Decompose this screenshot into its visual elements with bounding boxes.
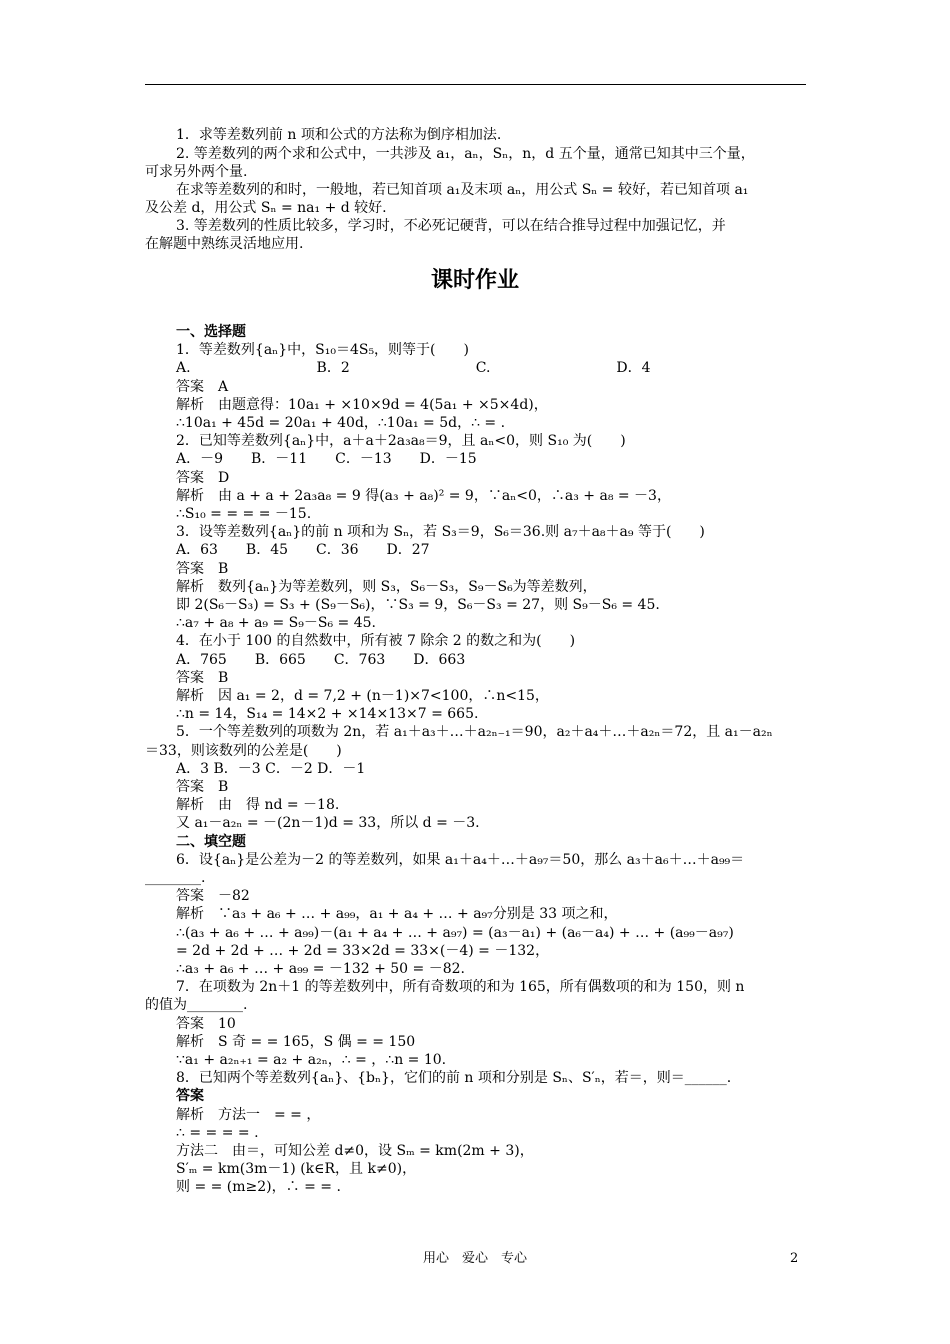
exercise-line: 答案 B bbox=[176, 670, 229, 686]
exercise-line: ∴a₇ + a₈ + a₉ = S₉－S₆ = 45. bbox=[176, 615, 376, 631]
exercise-line: 解析 数列{aₙ}为等差数列，则 S₃，S₆－S₃，S₉－S₆为等差数列， bbox=[176, 579, 597, 595]
exercise-line: 则 = = (m≥2)，∴ = = . bbox=[176, 1179, 341, 1195]
exercise-line: 答案 －82 bbox=[176, 888, 250, 904]
exercise-line: ∵a₁ + a₂ₙ₊₁ = a₂ + a₂ₙ，∴ = ，∴n = 10. bbox=[176, 1052, 447, 1068]
summary-line: 可求另外两个量. bbox=[145, 164, 248, 180]
exercise-line: ＝33，则该数列的公差是( ) bbox=[145, 743, 342, 759]
page-footer: 用心 爱心 专心 bbox=[422, 1251, 527, 1266]
exercise-line: 方法二 由＝，可知公差 d≠0，设 Sₘ = km(2m + 3)， bbox=[176, 1143, 534, 1159]
exercise-line: 的值为________. bbox=[145, 997, 248, 1013]
section-heading: 课时作业 bbox=[430, 268, 519, 293]
exercise-line: 解析 由 得 nd = －18. bbox=[176, 797, 340, 813]
exercise-line: 答案 B bbox=[176, 779, 229, 795]
summary-line: 及公差 d，用公式 Sₙ = na₁ + d 较好. bbox=[145, 200, 387, 216]
exercise-line: A．765 B．665 C．763 D．663 bbox=[176, 652, 466, 668]
summary-line: 1．求等差数列前 n 项和公式的方法称为倒序相加法. bbox=[176, 127, 502, 143]
summary-line: 在解题中熟练灵活地应用. bbox=[145, 236, 304, 252]
header-rule bbox=[145, 84, 806, 85]
exercise-line: 3．设等差数列{aₙ}的前 n 项和为 Sₙ，若 S₃＝9，S₆＝36.则 a₇＋a₈＋a₉ 等于( ) bbox=[176, 524, 705, 540]
exercise-line: ∴10a₁ + 45d = 20a₁ + 40d，∴10a₁ = 5d，∴ = . bbox=[176, 415, 506, 431]
exercise-line: 答案 10 bbox=[176, 1016, 236, 1032]
exercise-line: ________. bbox=[145, 870, 206, 886]
summary-line: 2. 等差数列的两个求和公式中，一共涉及 a₁，aₙ，Sₙ，n，d 五个量，通常已知其中三个量， bbox=[176, 146, 755, 162]
exercise-line: 4．在小于 100 的自然数中，所有被 7 除余 2 的数之和为( ) bbox=[176, 633, 576, 649]
summary-line: 3. 等差数列的性质比较多，学习时，不必死记硬背，可以在结合推导过程中加强记忆，并 bbox=[176, 218, 726, 234]
exercise-line: 解析 由题意得：10a₁ + ×10×9d = 4(5a₁ + ×5×4d)， bbox=[176, 397, 548, 413]
exercise-line: ∴(a₃ + a₆ + … + a₉₉)－(a₁ + a₄ + … + a₉₇) = (a₃－a₁) + (a₆－a₄) + … + (a₉₉－a₉₇) bbox=[176, 925, 734, 941]
exercise-line: A. B．2 C. D．4 bbox=[176, 360, 651, 376]
exercise-line: 又 a₁－a₂ₙ = －(2n－1)d = 33，所以 d = －3. bbox=[176, 815, 480, 831]
exercise-line: 即 2(S₆－S₃) = S₃ + (S₉－S₆)，∵S₃ = 9，S₆－S₃ = 27，则 S₉－S₆ = 45. bbox=[176, 597, 660, 613]
exercise-line: ∴a₃ + a₆ + … + a₉₉ = －132 + 50 = －82. bbox=[176, 961, 465, 977]
page-number: 2 bbox=[790, 1251, 799, 1266]
exercise-line: S′ₘ = km(3m－1) (k∈R，且 k≠0)， bbox=[176, 1161, 417, 1177]
exercise-line: 解析 因 a₁ = 2，d = 7,2 + (n－1)×7<100，∴n<15， bbox=[176, 688, 549, 704]
exercise-line: ∴n = 14，S₁₄ = 14×2 + ×14×13×7 = 665. bbox=[176, 706, 479, 722]
section-label: 二、填空题 bbox=[176, 834, 246, 850]
exercise-line: A．－9 B．－11 C．－13 D．－15 bbox=[176, 451, 477, 467]
exercise-line: A．63 B．45 C．36 D．27 bbox=[176, 542, 430, 558]
exercise-line: A．3 B．－3 C．－2 D．－1 bbox=[176, 761, 366, 777]
exercise-line: 解析 S 奇 = = 165，S 偶 = = 150 bbox=[176, 1034, 416, 1050]
exercise-line: = 2d + 2d + … + 2d = 33×2d = 33×(－4) = －132， bbox=[176, 943, 550, 959]
exercise-line: 答案 B bbox=[176, 561, 229, 577]
exercise-line: 5．一个等差数列的项数为 2n，若 a₁＋a₃＋…＋a₂ₙ₋₁＝90，a₂＋a₄＋…＋a₂ₙ＝72，且 a₁－a₂ₙ bbox=[176, 724, 773, 740]
exercise-line: 答案 A bbox=[176, 379, 229, 395]
exercise-line: 7．在项数为 2n＋1 的等差数列中，所有奇数项的和为 165，所有偶数项的和为 150，则 n bbox=[176, 979, 745, 995]
exercise-line: 答案 D bbox=[176, 470, 230, 486]
exercise-line: 解析 ∵a₃ + a₆ + … + a₉₉，a₁ + a₄ + … + a₉₇分别是 33 项之和， bbox=[176, 906, 618, 922]
section-label: 答案 bbox=[176, 1088, 204, 1104]
exercise-line: 6．设{aₙ}是公差为－2 的等差数列，如果 a₁＋a₄＋…＋a₉₇＝50，那么 a₃＋a₆＋…＋a₉₉＝ bbox=[176, 852, 745, 868]
exercise-line: 8．已知两个等差数列{aₙ}、{bₙ}，它们的前 n 项和分别是 Sₙ、S′ₙ，若＝，则＝______. bbox=[176, 1070, 732, 1086]
exercise-line: 1．等差数列{aₙ}中，S₁₀＝4S₅，则等于( ) bbox=[176, 342, 469, 358]
section-label: 一、选择题 bbox=[176, 324, 246, 340]
exercise-line: 解析 由 a + a + 2a₃a₈ = 9 得(a₃ + a₈)² = 9，∵aₙ<0，∴a₃ + a₈ = －3， bbox=[176, 488, 671, 504]
exercise-line: 2．已知等差数列{aₙ}中，a＋a＋2a₃a₈＝9，且 aₙ<0，则 S₁₀ 为( ) bbox=[176, 433, 626, 449]
exercise-line: ∴ = = = = . bbox=[176, 1125, 259, 1141]
exercise-line: 解析 方法一 = = ， bbox=[176, 1107, 321, 1123]
exercise-line: ∴S₁₀ = = = = －15. bbox=[176, 506, 312, 522]
summary-line: 在求等差数列的和时，一般地，若已知首项 a₁及末项 aₙ，用公式 Sₙ = 较好，若已知首项 a₁ bbox=[176, 182, 749, 198]
